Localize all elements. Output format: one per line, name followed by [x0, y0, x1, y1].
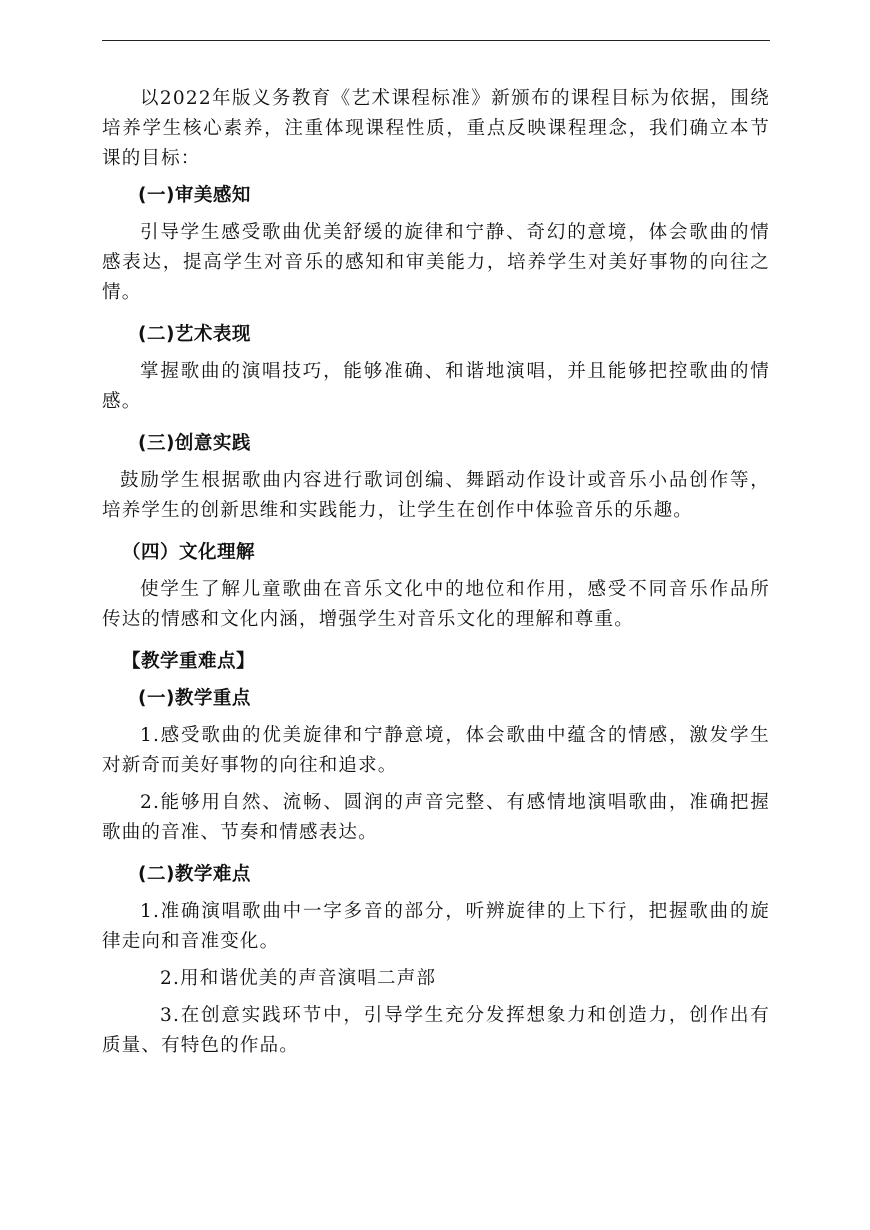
intro-paragraph: 以2022年版义务教育《艺术课程标准》新颁布的课程目标为依据，围绕培养学生核心素养，注重体现课程性质，重点反映课程理念，我们确立本节课的目标： [102, 88, 770, 169]
goal-heading-aesthetic: (一)审美感知 [138, 185, 251, 206]
goal-heading-culture: （四）文化理解 [122, 542, 256, 563]
difficult-item-1: 1.准确演唱歌曲中一字多音的部分，听辨旋律的上下行，把握歌曲的旋律走向和音准变化。 [102, 901, 770, 952]
goal-heading-creative: (三)创意实践 [138, 433, 251, 454]
document-body [102, 84, 770, 1061]
difficult-heading: (二)教学难点 [138, 864, 251, 885]
goal-text-creative: 鼓励学生根据歌曲内容进行歌词创编、舞蹈动作设计或音乐小品创作等，培养学生的创新思维和实践能力，让学生在创作中体验音乐的乐趣。 [102, 470, 770, 521]
key-item-1: 1.感受歌曲的优美旋律和宁静意境，体会歌曲中蕴含的情感，激发学生对新奇而美好事物的向往和追求。 [102, 725, 770, 776]
goal-text-aesthetic: 引导学生感受歌曲优美舒缓的旋律和宁静、奇幻的意境，体会歌曲的情感表达，提高学生对音乐的感知和审美能力，培养学生对美好事物的向往之情。 [102, 222, 770, 303]
goal-text-performance: 掌握歌曲的演唱技巧，能够准确、和谐地演唱，并且能够把控歌曲的情感。 [102, 361, 770, 412]
key-points-title: 【教学重难点】 [122, 651, 256, 672]
header-rule [102, 40, 770, 41]
goal-heading-performance: (二)艺术表现 [138, 324, 251, 345]
key-heading: (一)教学重点 [138, 688, 251, 709]
key-item-2: 2.能够用自然、流畅、圆润的声音完整、有感情地演唱歌曲，准确把握歌曲的音准、节奏和情感表达。 [102, 792, 770, 843]
difficult-item-3: 3.在创意实践环节中，引导学生充分发挥想象力和创造力，创作出有质量、有特色的作品。 [102, 1005, 770, 1056]
goal-text-culture: 使学生了解儿童歌曲在音乐文化中的地位和作用，感受不同音乐作品所传达的情感和文化内涵，增强学生对音乐文化的理解和尊重。 [102, 579, 770, 630]
difficult-item-2: 2.用和谐优美的声音演唱二声部 [160, 968, 437, 989]
